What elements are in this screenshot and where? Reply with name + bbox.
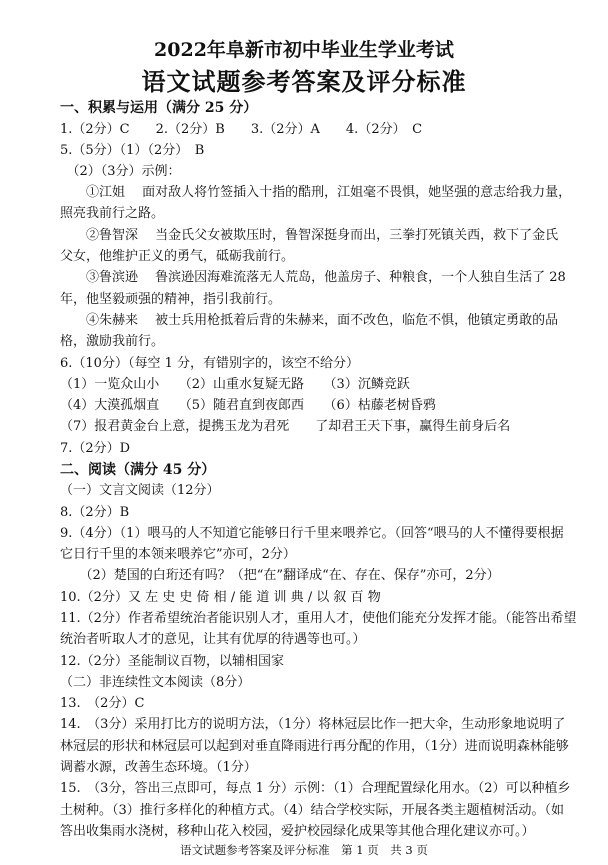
answer-line: 统治者听取人才的意见，让其有优厚的待遇等也可。） (60, 632, 366, 647)
answer-line: （2）（3分）示例： (60, 164, 181, 179)
document-subtitle: 语文试题参考答案及评分标准 (141, 67, 467, 96)
answer-line: ①江姐 面对敌人将竹签插入十指的酷刑，江姐毫不畏惧，她坚强的意志给我力量， (60, 185, 572, 200)
answer-line: 15. （3分，答出三点即可，每点 1 分）示例：（1）合理配置绿化用水。（2）可以种植乡 (60, 781, 571, 796)
answer-line: ②鲁智深 当金氏父女被欺压时，鲁智深挺身而出，三拳打死镇关西，救下了金氏 (60, 228, 559, 243)
answer-line: 格，激励我前行。 (60, 334, 165, 349)
answer-line: 土树种。（3）推行多样化的种植方式。（4）结合学校实际，开展各类主题植树活动。（如 (60, 803, 565, 818)
answer-line: 答出收集雨水浇树，移种山花入校园，爱护校园绿化成果等其他合理化建议亦可。） (60, 824, 535, 839)
page-footer: 语文试题参考答案及评分标准 第 1 页 共 3 页 (180, 843, 428, 857)
answer-line: 6.（10分）（每空 1 分，有错别字的，该空不给分） (60, 356, 359, 371)
section-heading: 二、阅读（满分 45 分） (60, 462, 216, 478)
answer-line: 7.（2分）D (60, 441, 131, 456)
answer-line: （二）非连续性文本阅读（8分） (60, 675, 251, 690)
answer-line: （7）报君黄金台上意，提携玉龙为君死 了却君王天下事，赢得生前身后名 (60, 419, 511, 434)
answer-line: 13. （2分）C (60, 696, 145, 711)
answer-line: （2）楚国的白珩还有吗？（把“在”翻译成“在、存在、保存”亦可，2分） (60, 568, 500, 583)
answer-line: 照亮我前行之路。 (60, 206, 165, 221)
answer-line: 10.（2分）又 左 史 史 倚 相 / 能 道 训 典 / 以 叙 百 物 (60, 590, 381, 605)
answer-line: 9.（4分）（1）喂马的人不知道它能够日行千里来喂养它。（回答“喂马的人不懂得要根据 (60, 526, 564, 541)
answer-line: 林冠层的形状和林冠层可以起到对垂直降雨进行再分配的作用，（1分）进而说明森林能够 (60, 739, 569, 754)
answer-line: 1.（2分）C 2.（2分）B 3.（2分）A 4.（2分） C (60, 122, 423, 137)
answer-line: 它日行千里的本领来喂养它”亦可，2分） (60, 547, 296, 562)
document-title: 2022年阜新市初中毕业生学业考试 (154, 39, 454, 61)
answer-line: （一）文言文阅读（12分） (60, 483, 220, 498)
answer-line: 12.（2分）圣能制议百物，以辅相国家 (60, 654, 284, 669)
answer-line: 14. （3分）采用打比方的说明方法，（1分）将林冠层比作一把大伞，生动形象地说明了 (60, 717, 566, 732)
answer-line: （1）一览众山小 （2）山重水复疑无路 （3）沉鳞竞跃 (60, 377, 410, 392)
answer-line: 调蓄水源，改善生态环境。（1分） (60, 760, 257, 775)
answer-line: 11.（2分）作者希望统治者能识别人才，重用人才，使他们能充分发挥才能。（能答出希望 (60, 611, 577, 626)
answer-line: 8.（2分）B (60, 505, 130, 520)
answer-line: 父女，他维护正义的勇气，砥砺我前行。 (60, 249, 295, 264)
answer-line: 5.（5分）（1）（2分） B (60, 143, 205, 158)
answer-line: 年，他坚毅顽强的精神，指引我前行。 (60, 292, 282, 307)
section-heading: 一、积累与运用（满分 25 分） (60, 100, 258, 116)
answer-line: ④朱赫来 被士兵用枪抵着后背的朱赫来，面不改色，临危不惧，他镇定勇敢的品 (60, 313, 559, 328)
answer-line: （4）大漠孤烟直 （5）随君直到夜郎西 （6）枯藤老树昏鸦 (60, 398, 436, 413)
answer-line: ③鲁滨逊 鲁滨逊因海难流落无人荒岛，他盖房子、种粮食，一个人独自生活了 28 (60, 270, 566, 285)
